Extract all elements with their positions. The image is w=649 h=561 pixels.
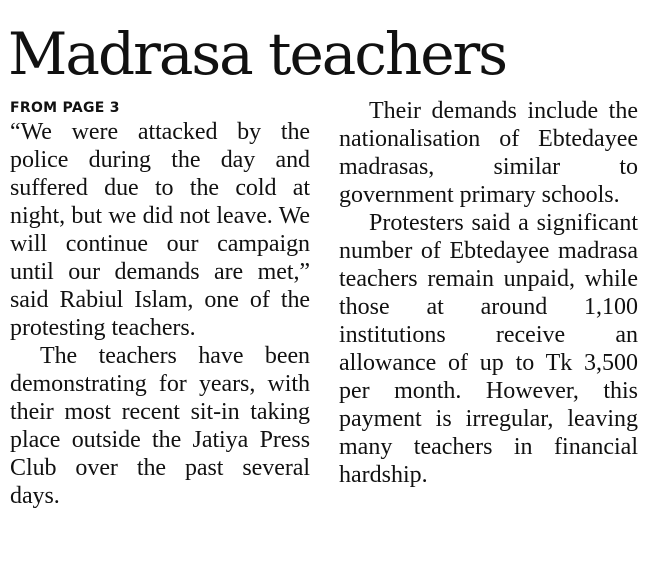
paragraph-demands: Their demands include the nationalisation of Ebtedayee madrasas, similar to government primary schools.: [339, 98, 638, 208]
article-column-left: [10, 97, 310, 510]
paragraph-unpaid-teachers: Protesters said a significant number of Ebtedayee madrasa teachers remain unpaid, while those at around 1,100 institutions receive an allowance of up to Tk 3,500 per month. However, this payment is irregular, leaving many teachers in financial hardship.: [339, 210, 638, 488]
paragraph-demonstration: The teachers have been demonstrating for years, with their most recent sit-in taking place outside the Jatiya Press Club over the past several days.: [10, 343, 310, 509]
paragraph-quote: “We were attacked by the police during the day and suffered due to the cold at night, but we did not leave. We will continue our campaign until our demands are met,” said Rabiul Islam, one of the protesting teachers.: [10, 119, 310, 341]
article-headline: Madrasa teachers: [8, 20, 507, 88]
continuation-label: FROM PAGE 3: [10, 100, 120, 116]
article-column-right: [339, 97, 638, 489]
